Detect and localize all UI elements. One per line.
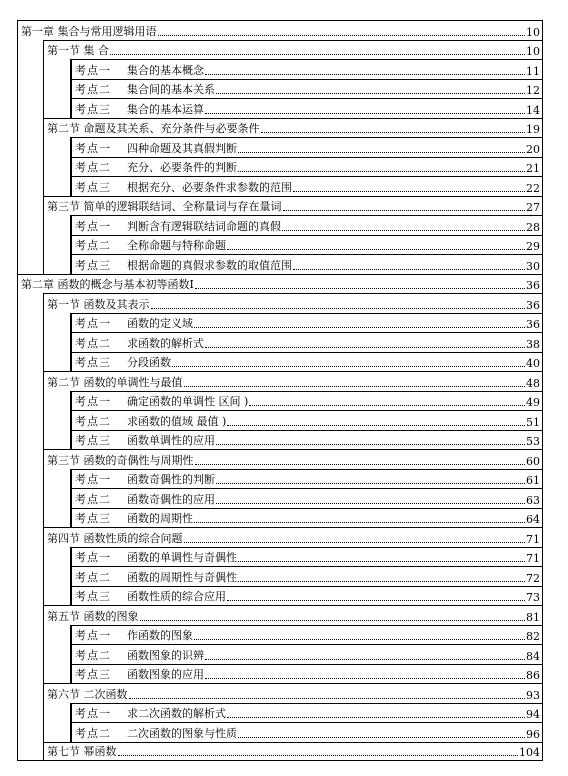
page-number: 21 [526,162,540,175]
toc-kaodian-row[interactable] [17,157,543,177]
kaodian-label: 考点二 [75,726,111,740]
toc-kaodian-row[interactable] [17,547,543,567]
indent-rule [43,566,44,586]
indent-rule [43,722,44,742]
indent-rule [43,59,44,79]
page-number: 10 [526,25,540,39]
dot-leader [205,74,525,75]
toc-entry [71,645,542,664]
toc-entry [71,509,542,528]
dot-leader [158,35,526,36]
toc-entry [43,450,542,469]
dot-leader [238,171,525,172]
page-number: 12 [526,84,540,97]
dot-leader [205,678,525,679]
toc-kaodian-row[interactable] [17,391,543,411]
dot-leader [110,54,525,55]
indent-rule [43,157,44,177]
toc-kaodian-row[interactable] [17,410,543,430]
toc-title: 求函数的解析式 [127,336,204,350]
toc-entry [71,314,542,333]
toc-entry [43,606,542,625]
dot-leader [194,639,525,640]
page-number: 14 [526,103,540,117]
indent-rule [43,254,44,274]
kaodian-label: 考点二 [75,414,111,428]
page-number: 104 [519,746,540,759]
toc-entry [71,704,542,723]
page-number: 28 [526,220,540,234]
toc-title: 根据命题的真假求参数的取值范围 [127,258,292,272]
dot-leader [227,600,525,601]
page-number: 72 [526,571,540,585]
toc-title: 函数奇偶性的判断 [127,473,215,486]
toc-title: 根据充分、必要条件求参数的范围 [127,180,292,194]
toc-title: 第七节 幂函数 [47,745,117,758]
toc-title: 函数的定义域 [127,317,193,330]
toc-entry [71,80,542,99]
dot-leader [129,698,526,699]
toc-title: 第一节 集 合 [47,44,109,57]
dot-leader [238,737,525,738]
toc-title: 全称命题与特称命题 [127,239,226,252]
page-number: 20 [526,142,540,156]
dot-leader [205,113,525,114]
dot-leader [227,425,525,426]
toc-section-row[interactable] [17,196,543,216]
toc-entry [43,684,542,703]
dot-leader [205,659,525,660]
toc-entry [71,626,542,645]
toc-entry [71,665,542,684]
toc-title: 第四节 函数性质的综合问题 [47,531,183,545]
kaodian-label: 考点一 [75,395,111,408]
toc-kaodian-row[interactable] [17,79,543,99]
toc-title: 第五节 函数的图象 [47,609,139,623]
toc-title: 函数性质的综合应用 [127,590,226,603]
page-number: 82 [526,630,540,643]
toc-title: 集合间的基本关系 [127,83,215,96]
toc-section-row[interactable] [17,605,543,625]
kaodian-label: 考点三 [75,668,111,681]
kaodian-label: 考点二 [75,648,111,662]
toc-title: 函数奇偶性的应用 [127,492,215,506]
kaodian-label: 考点二 [75,239,111,252]
toc-entry [71,353,542,372]
toc-kaodian-row[interactable] [17,722,543,742]
toc-entry [18,275,542,294]
toc-kaodian-row[interactable] [17,235,543,255]
toc-kaodian-row[interactable] [17,508,543,528]
page-number: 84 [526,649,540,663]
page-number: 10 [526,45,540,58]
toc-kaodian-row[interactable] [17,254,543,274]
indent-rule [43,430,44,450]
page-number: 53 [526,435,540,448]
toc-title: 分段函数 [127,356,171,369]
page-number: 61 [526,474,540,487]
toc-title: 判断含有逻辑联结词命题的真假 [127,219,281,233]
toc-title: 函数图象的应用 [127,668,204,681]
toc-title: 函数的周期性与奇偶性 [127,570,237,584]
table-of-contents [17,20,543,761]
toc-kaodian-row[interactable] [17,469,543,489]
toc-section-row[interactable] [17,449,543,469]
dot-leader [227,249,525,250]
indent-rule [43,547,44,567]
page-number: 86 [526,669,540,682]
toc-kaodian-row[interactable] [17,430,543,450]
dot-leader [216,444,525,445]
dot-leader [205,347,525,348]
kaodian-label: 考点二 [75,570,111,584]
toc-title: 集合的基本运算 [127,102,204,116]
toc-entry [43,528,542,547]
toc-chapter-row[interactable] [17,20,543,40]
dot-leader [238,152,525,153]
dot-leader [227,717,525,718]
toc-title: 充分、必要条件的判断 [127,161,237,174]
kaodian-label: 考点三 [75,356,111,369]
toc-entry [71,723,542,742]
indent-rule [43,703,44,723]
toc-section-row[interactable] [17,742,543,762]
page-number: 51 [526,415,540,429]
toc-entry [71,470,542,489]
dot-leader [184,542,526,543]
kaodian-label: 考点一 [75,629,111,642]
indent-rule [43,586,44,606]
toc-entry [43,197,542,216]
toc-title: 第三节 简单的逻辑联结词、全称量词与存在量词 [47,200,282,213]
page-number: 73 [526,591,540,604]
kaodian-label: 考点二 [75,161,111,174]
toc-kaodian-row[interactable] [17,332,543,352]
toc-entry [43,743,542,761]
toc-entry [71,236,542,255]
kaodian-label: 考点一 [75,707,111,720]
toc-entry [71,587,542,606]
indent-rule [43,137,44,157]
kaodian-label: 考点一 [75,473,111,486]
toc-kaodian-row[interactable] [17,137,543,157]
kaodian-label: 考点三 [75,512,111,525]
page-number: 29 [526,240,540,253]
toc-title: 确定函数的单调性 区间 ) [127,395,249,408]
indent-rule [43,332,44,352]
toc-entry [71,138,542,157]
toc-entry [71,431,542,450]
indent-rule [43,644,44,664]
indent-rule [43,98,44,118]
toc-section-row[interactable] [17,527,543,547]
kaodian-label: 考点三 [75,180,111,194]
toc-entry [43,41,542,60]
toc-section-row[interactable] [17,293,543,313]
toc-kaodian-row[interactable] [17,586,543,606]
toc-entry [71,333,542,352]
toc-title: 二次函数的图象与性质 [127,726,237,740]
toc-title: 求函数的值域 最值 ) [127,414,227,428]
toc-title: 集合的基本概念 [127,63,204,77]
kaodian-label: 考点一 [75,141,111,155]
dot-leader [172,366,525,367]
dot-leader [216,93,525,94]
toc-chapter-row[interactable] [17,274,543,294]
toc-entry [71,255,542,274]
toc-kaodian-row[interactable] [17,625,543,645]
kaodian-label: 考点二 [75,83,111,96]
kaodian-label: 考点三 [75,590,111,603]
toc-entry [43,294,542,313]
toc-entry [71,411,542,430]
toc-kaodian-row[interactable] [17,566,543,586]
kaodian-label: 考点三 [75,102,111,116]
dot-leader [194,327,525,328]
page-number: 38 [526,337,540,351]
toc-entry [43,372,542,391]
toc-title: 函数单调性的应用 [127,434,215,447]
toc-kaodian-row[interactable] [17,644,543,664]
toc-title: 第三节 函数的奇偶性与周期性 [47,453,194,467]
dot-leader [194,522,525,523]
page-number: 19 [526,123,540,136]
page-number: 48 [526,376,540,390]
toc-kaodian-row[interactable] [17,176,543,196]
toc-section-row[interactable] [17,683,543,703]
toc-section-row[interactable] [17,118,543,138]
page-number: 22 [526,181,540,195]
toc-title: 函数的单调性与奇偶性 [127,551,237,564]
toc-entry [71,567,542,586]
indent-rule [43,79,44,99]
indent-rule [43,215,44,235]
dot-leader [238,561,525,562]
toc-title: 第一节 函数及其表示 [47,297,150,311]
kaodian-label: 考点一 [75,63,111,77]
indent-rule [43,410,44,430]
toc-title: 第二节 函数的单调性与最值 [47,375,183,389]
indent-rule [43,625,44,645]
toc-title: 函数的周期性 [127,512,193,525]
toc-section-row[interactable] [17,371,543,391]
toc-kaodian-row[interactable] [17,59,543,79]
toc-kaodian-row[interactable] [17,98,543,118]
toc-title: 函数图象的识辨 [127,648,204,662]
toc-title: 第六节 二次函数 [47,687,128,701]
toc-entry [71,60,542,79]
page-number: 49 [526,396,540,409]
page-number: 36 [526,298,540,312]
kaodian-label: 考点一 [75,219,111,233]
toc-title: 第二节 命题及其关系、充分条件与必要条件 [47,122,260,135]
dot-leader [151,308,526,309]
page-number: 94 [526,708,540,721]
dot-leader [238,581,525,582]
dot-leader [293,269,525,270]
dot-leader [249,405,525,406]
page-number: 63 [526,493,540,507]
page-number: 40 [526,357,540,370]
dot-leader [261,132,526,133]
dot-leader [293,191,525,192]
toc-section-row[interactable] [17,40,543,60]
toc-entry [43,119,542,138]
indent-rule [43,391,44,411]
toc-title: 第一章 集合与常用逻辑用语 [21,24,157,38]
toc-kaodian-row[interactable] [17,664,543,684]
toc-entry [71,489,542,508]
toc-title: 作函数的图象 [127,629,193,642]
toc-kaodian-row[interactable] [17,313,543,333]
toc-entry [71,158,542,177]
indent-rule [43,235,44,255]
toc-kaodian-row[interactable] [17,352,543,372]
toc-entry [71,392,542,411]
indent-rule [43,488,44,508]
dot-leader [184,386,526,387]
toc-entry [71,177,542,196]
page-number: 36 [526,279,540,292]
page-number: 71 [526,532,540,546]
kaodian-label: 考点二 [75,336,111,350]
dot-leader [195,288,525,289]
indent-rule [43,664,44,684]
kaodian-label: 考点一 [75,551,111,564]
toc-title: 求二次函数的解析式 [127,707,226,720]
kaodian-label: 考点二 [75,492,111,506]
page-number: 11 [526,64,540,78]
dot-leader [283,210,526,211]
dot-leader [140,620,526,621]
toc-kaodian-row[interactable] [17,703,543,723]
page-number: 60 [526,454,540,468]
kaodian-label: 考点三 [75,434,111,447]
indent-rule [43,352,44,372]
toc-entry [71,216,542,235]
indent-rule [43,313,44,333]
page-number: 36 [526,318,540,331]
toc-entry [71,99,542,118]
toc-entry [18,21,542,40]
page-number: 81 [526,610,540,624]
page-number: 93 [526,688,540,702]
dot-leader [118,755,519,756]
toc-kaodian-row[interactable] [17,215,543,235]
page-number: 71 [526,552,540,565]
dot-leader [216,483,525,484]
toc-entry [71,548,542,567]
dot-leader [216,503,525,504]
dot-leader [195,464,526,465]
toc-title: 四种命题及其真假判断 [127,141,237,155]
page-number: 27 [526,201,540,214]
kaodian-label: 考点一 [75,317,111,330]
dot-leader [282,230,525,231]
page-number: 30 [526,259,540,273]
page-number: 64 [526,513,540,526]
indent-rule [43,176,44,196]
indent-rule [43,469,44,489]
indent-rule [43,508,44,528]
toc-title: 第二章 函数的概念与基本初等函数Ⅰ [21,278,194,291]
kaodian-label: 考点三 [75,258,111,272]
page-number: 96 [526,727,540,741]
toc-kaodian-row[interactable] [17,488,543,508]
